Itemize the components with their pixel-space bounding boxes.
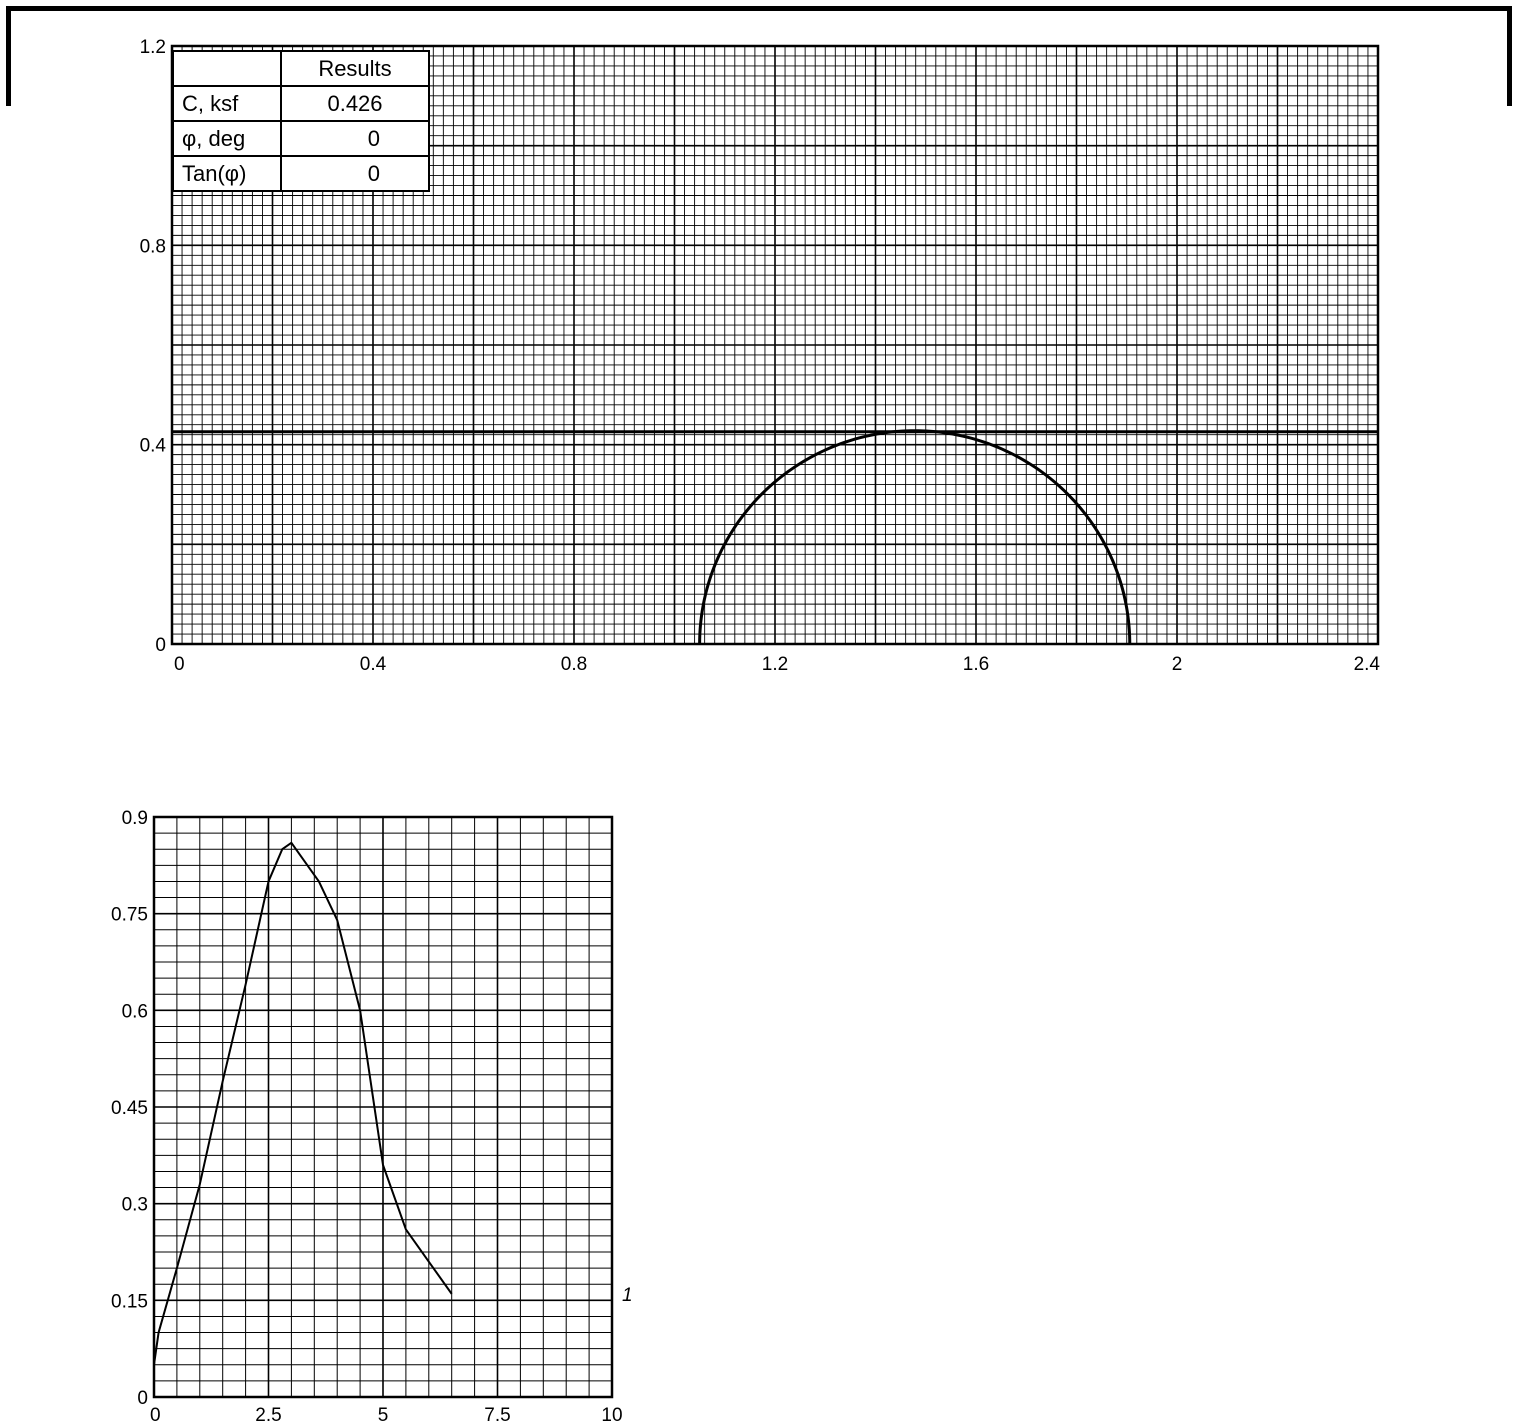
y-tick-label: 0.3 xyxy=(121,1194,148,1216)
y-tick-label: 0.6 xyxy=(121,1001,148,1023)
results-header-blank xyxy=(173,51,281,86)
results-label-tanphi: Tan(φ) xyxy=(173,156,281,191)
results-label-phi: φ, deg xyxy=(173,121,281,156)
x-tick-label: 2 xyxy=(1171,654,1183,675)
y-tick-label: 1.2 xyxy=(139,37,166,58)
y-tick-label: 0 xyxy=(155,635,166,656)
results-value-tanphi: 0 xyxy=(281,156,429,191)
x-tick-label: 0 xyxy=(174,654,185,675)
y-tick-label: 0.8 xyxy=(139,236,166,258)
results-row-cohesion xyxy=(173,86,429,121)
results-label-cohesion: C, ksf xyxy=(173,86,281,121)
series-label-0: 1 xyxy=(622,1284,633,1306)
x-tick-label: 1.2 xyxy=(761,654,789,675)
results-value-phi: 0 xyxy=(281,121,429,156)
x-tick-label: 10 xyxy=(601,1405,623,1426)
x-tick-label: 0.8 xyxy=(560,654,588,675)
stress-strain-chart xyxy=(111,808,633,1426)
x-tick-label: 7.5 xyxy=(484,1405,511,1426)
y-tick-label: 0.75 xyxy=(111,904,148,926)
x-tick-label: 0 xyxy=(150,1405,161,1426)
x-tick-label: 2.4 xyxy=(1353,654,1380,675)
results-row-phi xyxy=(173,121,429,156)
y-tick-label: 0.45 xyxy=(111,1098,148,1119)
y-tick-label: 0.9 xyxy=(121,808,148,829)
results-row-tanphi xyxy=(173,156,429,191)
results-header: Results xyxy=(281,51,429,86)
y-tick-label: 0.15 xyxy=(111,1291,148,1313)
x-tick-label: 2.5 xyxy=(255,1405,282,1426)
x-tick-label: 5 xyxy=(377,1405,389,1426)
grid xyxy=(154,817,612,1397)
x-tick-label: 1.6 xyxy=(962,654,990,675)
x-tick-label: 0.4 xyxy=(359,654,387,675)
y-tick-label: 0.4 xyxy=(139,435,166,457)
results-table xyxy=(172,50,430,192)
y-tick-label: 0 xyxy=(137,1388,148,1409)
results-value-cohesion: 0.426 xyxy=(281,86,429,121)
results-header-row xyxy=(173,51,429,86)
